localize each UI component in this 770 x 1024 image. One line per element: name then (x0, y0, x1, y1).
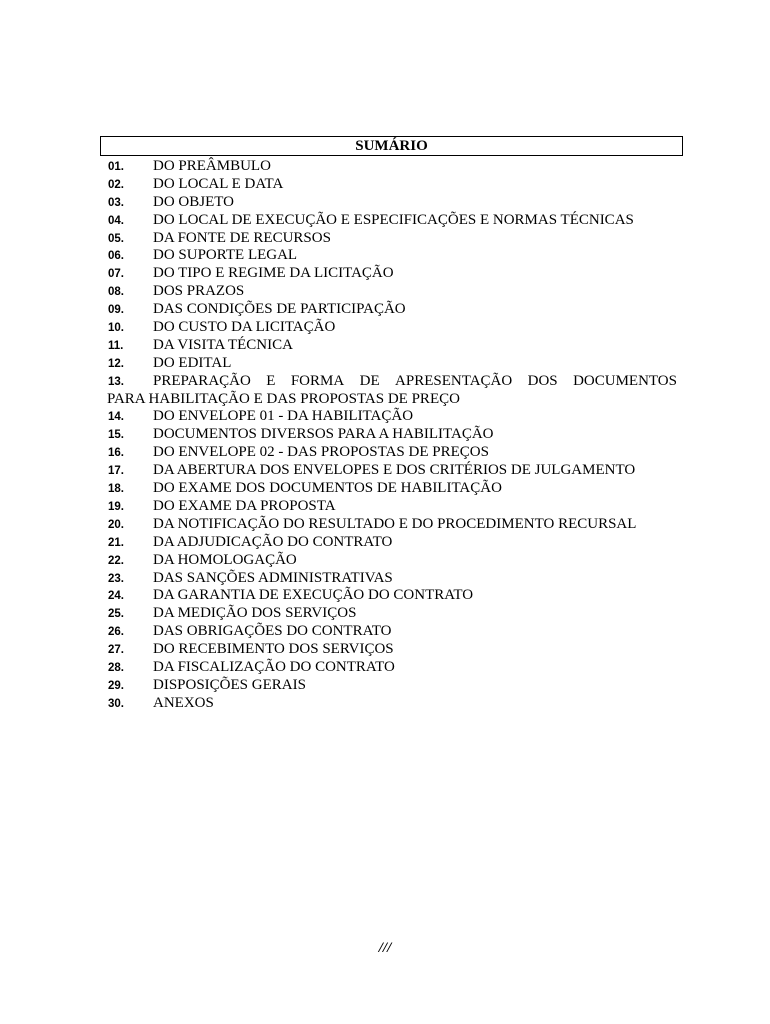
toc-item-label: DO TIPO E REGIME DA LICITAÇÃO (153, 265, 394, 282)
toc-item-label: DO EDITAL (153, 354, 232, 371)
toc-item (108, 480, 677, 498)
toc-item-number: 28. (108, 661, 124, 674)
toc-item-number: 01. (108, 161, 124, 173)
toc-item-number: 17. (108, 465, 124, 478)
toc-item-number: 16. (108, 447, 124, 460)
toc-item-label: DA ADJUDICAÇÃO DO CONTRATO (153, 533, 393, 550)
toc-item-number: 24. (108, 590, 124, 603)
toc-item-number: 25. (108, 608, 124, 621)
toc-item-number: 03. (108, 196, 124, 209)
toc-item-number: 26. (108, 626, 124, 639)
toc-item-number: 22. (108, 554, 124, 567)
toc-item (108, 677, 677, 695)
toc-item (108, 355, 677, 373)
toc-item (108, 534, 677, 552)
toc-item (108, 301, 677, 319)
toc-item-label: ANEXOS (153, 694, 214, 711)
toc-item-label: DO OBJETO (153, 193, 234, 210)
toc-item-word: APRESENTAÇÃO (395, 372, 513, 389)
toc-item (108, 552, 677, 570)
toc-item-number: 10. (108, 322, 124, 335)
toc-item-number: 21. (108, 536, 124, 549)
toc-item-label: DA FISCALIZAÇÃO DO CONTRATO (153, 658, 395, 675)
toc-item-label: DO EXAME DA PROPOSTA (153, 497, 336, 514)
toc-item (108, 498, 677, 516)
toc-item-label: DA MEDIÇÃO DOS SERVIÇOS (153, 605, 357, 622)
table-of-contents (108, 158, 677, 713)
toc-item (108, 247, 677, 265)
toc-item-label: DISPOSIÇÕES GERAIS (153, 676, 306, 693)
toc-item (108, 283, 677, 301)
toc-item-label: DO ENVELOPE 02 - DAS PROPOSTAS DE PREÇOS (153, 444, 489, 461)
toc-item (108, 230, 677, 248)
toc-item (108, 641, 677, 659)
toc-item-label: DAS SANÇÕES ADMINISTRATIVAS (153, 569, 393, 586)
toc-item-label: DOS PRAZOS (153, 283, 245, 300)
toc-item (108, 373, 677, 409)
toc-item-label: DA FONTE DE RECURSOS (153, 229, 331, 246)
toc-item-word: DE (359, 372, 380, 389)
toc-item (108, 212, 677, 230)
toc-item-number: 13. (108, 375, 124, 388)
toc-item-number: 23. (108, 572, 124, 585)
toc-item (108, 444, 677, 462)
page-marker: /// (378, 940, 392, 956)
toc-item-label: DA VISITA TÉCNICA (153, 336, 293, 353)
toc-item-label-line2: PARA HABILITAÇÃO E DAS PROPOSTAS DE PREÇO (107, 390, 460, 407)
toc-item (108, 265, 677, 283)
toc-item-number: 04. (108, 214, 124, 227)
toc-item-word: FORMA (290, 372, 345, 389)
toc-item-label: DO CUSTO DA LICITAÇÃO (153, 319, 336, 336)
toc-item-number: 07. (108, 268, 124, 281)
toc-item (108, 158, 677, 176)
toc-item-number: 20. (108, 518, 124, 531)
toc-item (108, 516, 677, 534)
toc-item-label-line1 (153, 373, 677, 391)
toc-item-number: 08. (108, 286, 124, 299)
toc-item-label: DO PREÂMBULO (153, 158, 271, 174)
toc-item (108, 319, 677, 337)
toc-item-number: 11. (108, 339, 124, 352)
toc-item-word: PREPARAÇÃO (153, 372, 251, 389)
toc-item-number: 12. (108, 357, 124, 370)
toc-item-label: DO LOCAL E DATA (153, 175, 284, 192)
toc-item (108, 176, 677, 194)
toc-item-word: DOS (527, 372, 558, 389)
toc-item-number: 05. (108, 232, 124, 245)
toc-item (108, 659, 677, 677)
toc-item-number: 14. (108, 411, 124, 424)
toc-item-label: DO RECEBIMENTO DOS SERVIÇOS (153, 641, 394, 658)
toc-item (108, 408, 677, 426)
toc-item-number: 15. (108, 429, 124, 442)
toc-item (108, 695, 677, 713)
toc-item-number: 09. (108, 304, 124, 317)
toc-item (108, 587, 677, 605)
toc-item-number: 19. (108, 500, 124, 513)
toc-item-word: E (266, 372, 276, 389)
toc-item-word: DOCUMENTOS (573, 372, 677, 389)
toc-item-label: DO ENVELOPE 01 - DA HABILITAÇÃO (153, 408, 414, 425)
toc-item-label: DA GARANTIA DE EXECUÇÃO DO CONTRATO (153, 587, 474, 604)
toc-item (108, 605, 677, 623)
toc-item-number: 27. (108, 644, 124, 657)
toc-item (108, 570, 677, 588)
toc-item (108, 462, 677, 480)
toc-item-number: 30. (108, 697, 124, 710)
summary-title: SUMÁRIO (100, 136, 683, 156)
toc-item-label: DOCUMENTOS DIVERSOS PARA A HABILITAÇÃO (153, 426, 494, 443)
toc-item (108, 623, 677, 641)
toc-item-label: DA HOMOLOGAÇÃO (153, 551, 297, 568)
toc-item-number: 29. (108, 679, 124, 692)
toc-item-label: DA ABERTURA DOS ENVELOPES E DOS CRITÉRIOS DE JULGAMENTO (153, 462, 636, 479)
toc-item (108, 426, 677, 444)
toc-item-label: DAS OBRIGAÇÕES DO CONTRATO (153, 623, 392, 640)
toc-item-number: 18. (108, 483, 124, 496)
toc-item (108, 194, 677, 212)
toc-item-label: DO LOCAL DE EXECUÇÃO E ESPECIFICAÇÕES E NORMAS TÉCNICAS (153, 211, 634, 228)
toc-item-label: DO SUPORTE LEGAL (153, 247, 298, 264)
toc-item (108, 337, 677, 355)
toc-item-label: DA NOTIFICAÇÃO DO RESULTADO E DO PROCEDIMENTO RECURSAL (153, 515, 637, 532)
toc-item-label: DAS CONDIÇÕES DE PARTICIPAÇÃO (153, 301, 406, 318)
toc-item-label: DO EXAME DOS DOCUMENTOS DE HABILITAÇÃO (153, 480, 502, 497)
toc-item-number: 06. (108, 250, 124, 263)
toc-item-number: 02. (108, 178, 124, 191)
